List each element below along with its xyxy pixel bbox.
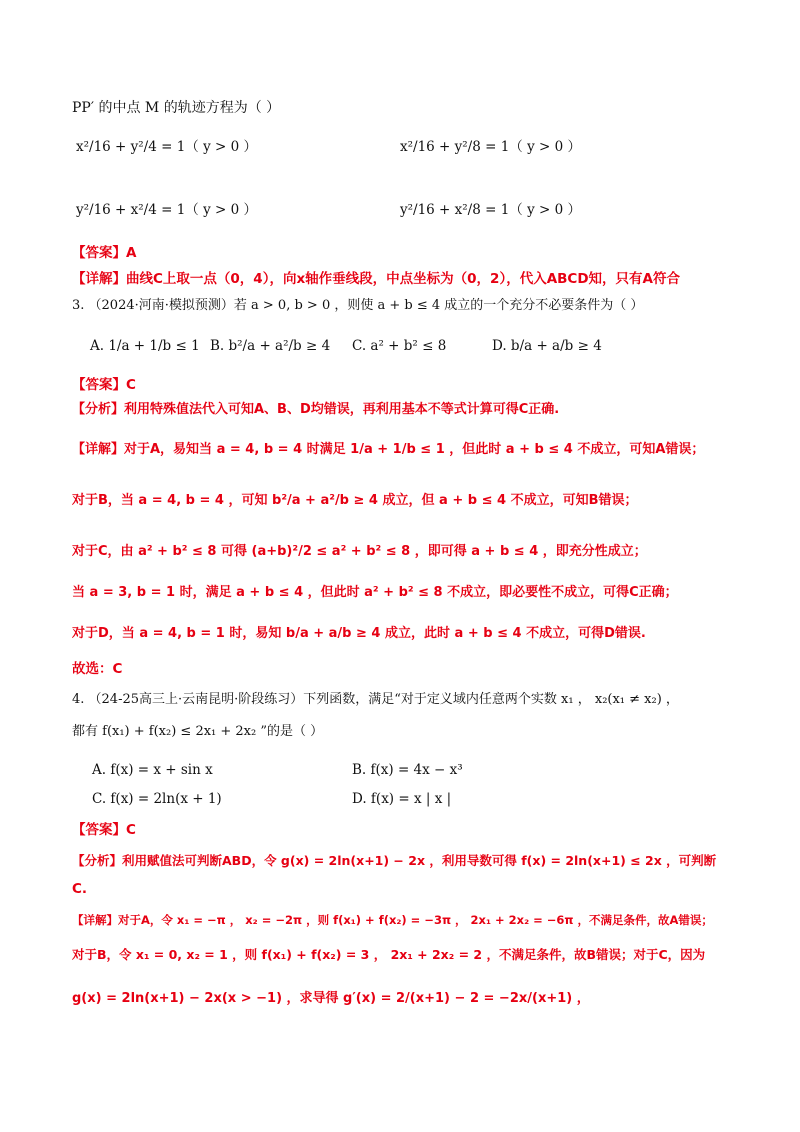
q2-option-c-text: y²/16 + x²/4 = 1（ y > 0 ）: [76, 202, 257, 218]
q4-option-a: A. f(x) = x + sin x: [92, 762, 213, 778]
q3-option-a: A. 1/a + 1/b ≤ 1: [90, 338, 200, 354]
q2-option-c: [76, 201, 257, 219]
q2-detail: 【详解】曲线C上取一点（0，4），向x轴作垂线段，中点坐标为（0，2），代入ABCD知，只有A符合: [72, 271, 680, 287]
q3-option-b: B. b²/a + a²/b ≥ 4: [210, 338, 331, 354]
q3-detail-4: 当 a = 3, b = 1 时，满足 a + b ≤ 4 ，但此时 a² + b² ≤ 8 不成立，即必要性不成立，可得C正确；: [72, 585, 678, 600]
q3-detail-3: 对于C，由 a² + b² ≤ 8 可得 (a+b)²/2 ≤ a² + b² ≤ 8 ，即可得 a + b ≤ 4 ，即充分性成立；: [72, 544, 647, 559]
q2-stem: PP′ 的中点 M 的轨迹方程为（ ）: [72, 100, 281, 116]
q2-option-d-text: y²/16 + x²/8 = 1（ y > 0 ）: [400, 202, 581, 218]
q2-option-b-text: x²/16 + y²/8 = 1（ y > 0 ）: [400, 139, 581, 155]
q3-analysis: 【分析】利用特殊值法代入可知A、B、D均错误，再利用基本不等式计算可得C正确.: [72, 402, 560, 417]
q2-option-a: [76, 138, 257, 156]
q2-option-a-text: x²/16 + y²/4 = 1（ y > 0 ）: [76, 139, 257, 155]
q3-stem: 3. （2024·河南·模拟预测）若 a > 0, b > 0 ，则使 a + b ≤ 4 成立的一个充分不必要条件为（ ）: [72, 298, 644, 313]
q2-option-b: [400, 138, 581, 156]
q4-stem-line-1: 4. （24-25高三上·云南昆明·阶段练习）下列函数，满足“对于定义域内任意两个实数 x₁ ， x₂(x₁ ≠ x₂) ，: [72, 692, 679, 707]
q2-answer: 【答案】A: [72, 245, 137, 261]
q4-option-b: B. f(x) = 4x − x³: [352, 762, 463, 778]
q3-detail-5: 对于D，当 a = 4, b = 1 时，易知 b/a + a/b ≥ 4 成立，此时 a + b ≤ 4 不成立，可得D错误.: [72, 626, 646, 641]
q4-detail-1: 【详解】对于A，令 x₁ = −π ， x₂ = −2π ，则 f(x₁) + f(x₂) = −3π ， 2x₁ + 2x₂ = −6π ，不满足条件，故A错误；: [72, 913, 713, 927]
q4-option-c: C. f(x) = 2ln(x + 1): [92, 791, 222, 807]
q4-detail-2: 对于B，令 x₁ = 0, x₂ = 1 ，则 f(x₁) + f(x₂) = 3 ， 2x₁ + 2x₂ = 2 ，不满足条件，故B错误；对于C，因为: [72, 947, 706, 962]
q3-option-c: C. a² + b² ≤ 8: [352, 338, 447, 354]
q4-analysis-line-2: C.: [72, 881, 88, 897]
q3-answer: 【答案】C: [72, 377, 136, 393]
q4-option-d: D. f(x) = x | x |: [352, 791, 452, 807]
q4-analysis-line-1: 【分析】利用赋值法可判断ABD，令 g(x) = 2ln(x+1) − 2x ，利用导数可得 f(x) = 2ln(x+1) ≤ 2x ，可判断: [72, 853, 717, 868]
q3-detail-2: 对于B，当 a = 4, b = 4 ，可知 b²/a + a²/b ≥ 4 成立，但 a + b ≤ 4 不成立，可知B错误；: [72, 493, 638, 508]
q3-option-d: D. b/a + a/b ≥ 4: [492, 338, 602, 354]
q4-answer: 【答案】C: [72, 822, 136, 838]
q2-option-d: [400, 201, 581, 219]
q4-detail-3: g(x) = 2ln(x+1) − 2x(x > −1) ，求导得 g′(x) = 2/(x+1) − 2 = −2x/(x+1) ，: [72, 991, 590, 1006]
q4-stem-line-2: 都有 f(x₁) + f(x₂) ≤ 2x₁ + 2x₂ ”的是（ ）: [72, 724, 324, 739]
q3-detail-1: 【详解】对于A，易知当 a = 4, b = 4 时满足 1/a + 1/b ≤ 1 ，但此时 a + b ≤ 4 不成立，可知A错误；: [72, 442, 705, 457]
q3-conclusion: 故选：C: [72, 661, 123, 677]
